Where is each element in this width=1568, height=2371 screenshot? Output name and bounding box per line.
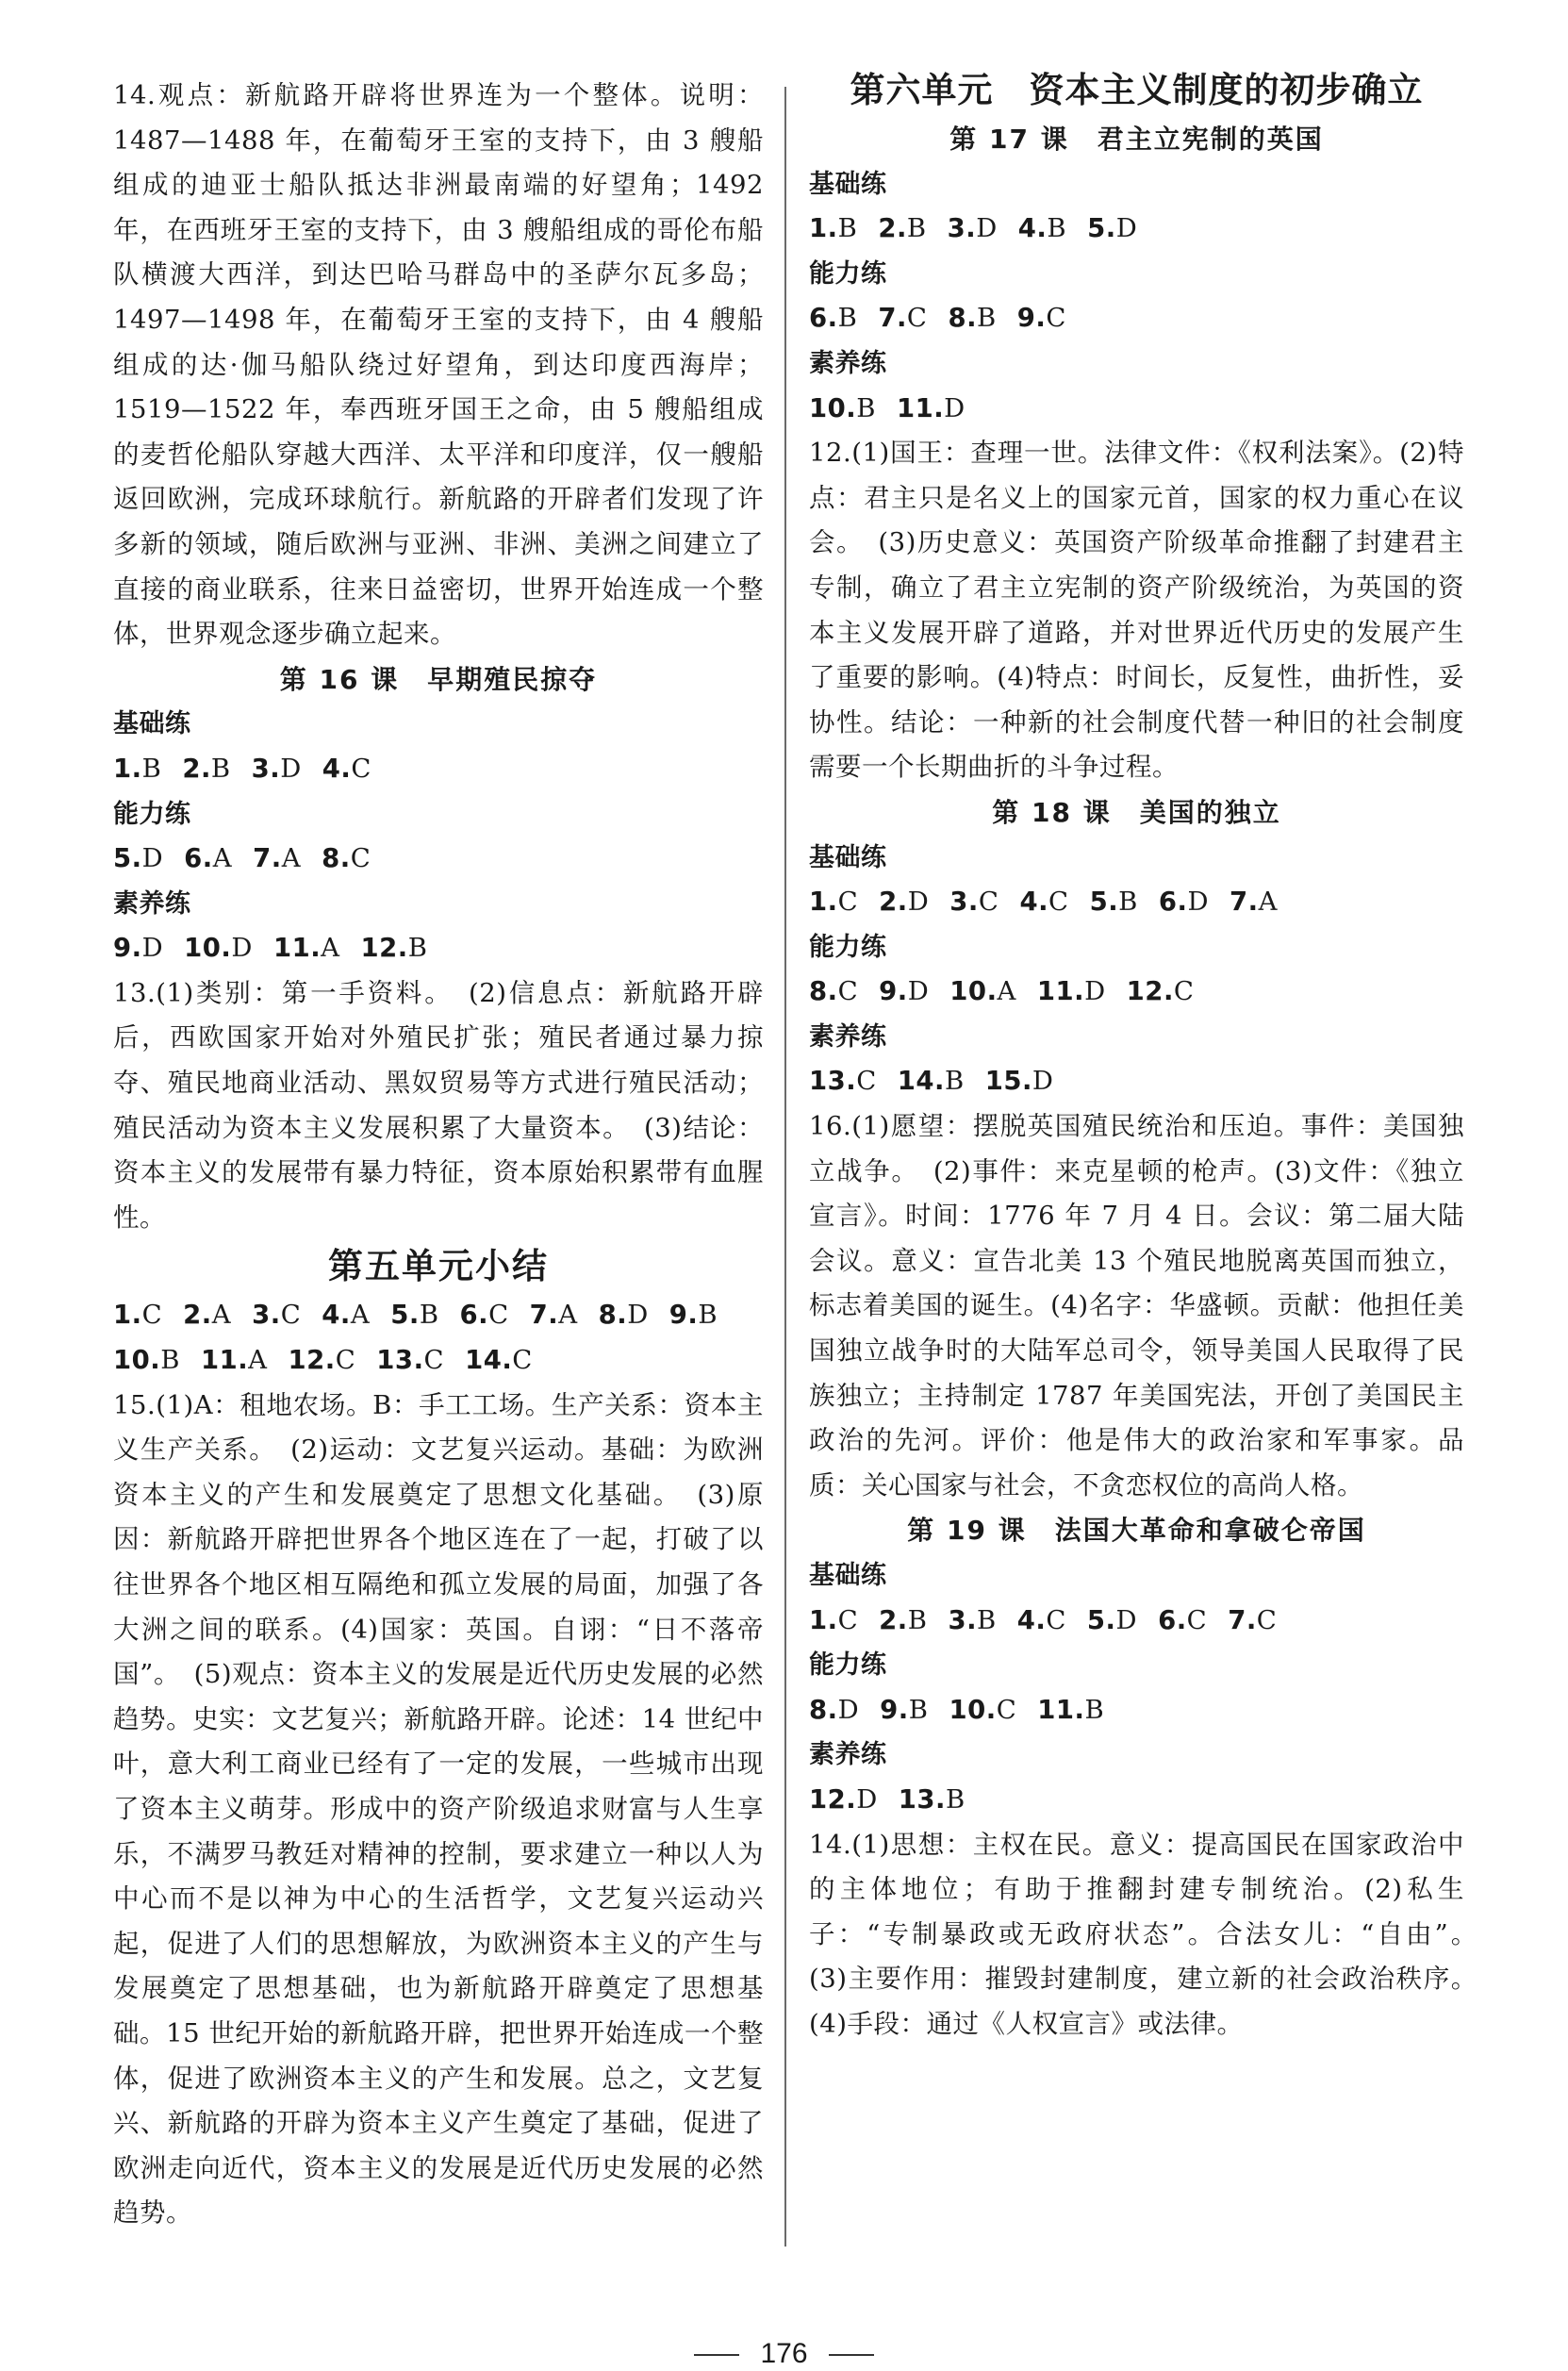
answer-item: 2.B <box>182 753 231 784</box>
answer-item: 8.D <box>809 1694 860 1725</box>
answer-item: 6.A <box>184 843 233 874</box>
answer-item: 9.D <box>113 933 164 964</box>
answer-item: 2.D <box>879 887 930 918</box>
answer-item: 2.A <box>183 1300 232 1331</box>
answer-item: 10.D <box>184 933 253 964</box>
answer-row <box>809 296 1464 341</box>
section-label: 基础练 <box>113 709 191 739</box>
answer-row <box>809 387 1464 432</box>
answer-item: 3.D <box>947 213 998 244</box>
unit-5-q15-answer: 15.(1)A：租地农场。B：手工工场。生产关系：资本主义生产关系。 (2)运动：文艺复兴运动。基础：为欧洲资本主义的产生和发展奠定了思想文化基础。 (3)原因：新航路开辟把世界各个地区连在了一起，打破了以往世界各个地区相互隔绝和孤立发展的局面，加强了各大洲之间的联系。(4)国家：英国。自诩：“日不落帝国”。 (5)观点：资本主义的发展是近代历史发展的必然趋势。史实：文艺复兴；新航路开辟。论述：14 世纪中叶，意大利工商业已经有了一定的发展，一些城市出现了资本主义萌芽。形成中的资产阶级追求财富与人生享乐，不满罗马教廷对精神的控制，要求建立一种以人为中心而不是以神为中心的生活哲学，文艺复兴运动兴起，促进了人们的思想解放，为欧洲资本主义的产生与发展奠定了思想基础，也为新航路开辟奠定了思想基础。15 世纪开始的新航路开辟，把世界开始连成一个整体，促进了欧洲资本主义的产生和发展。总之，文艺复兴、新航路的开辟为资本主义产生奠定了基础，促进了欧洲走向近代，资本主义的发展是近代历史发展的必然趋势。 <box>113 1389 764 2229</box>
answer-item: 9.D <box>879 976 930 1007</box>
answer-item: 1.C <box>809 887 859 918</box>
lesson-17-q12-answer: 12.(1)国王：查理一世。法律文件：《权利法案》。(2)特点：君主只是名义上的国家元首，国家的权力重心在议会。 (3)历史意义：英国资产阶级革命推翻了封建君主专制，确立了君主立宪制的资产阶级统治，为英国的资本主义发展开辟了道路，并对世界近代历史的发展产生了重要的影响。(4)特点：时间长，反复性，曲折性，妥协性。结论：一种新的社会制度代替一种旧的社会制度需要一个长期曲折的斗争过程。 <box>809 438 1464 783</box>
answer-item: 4.C <box>1019 887 1069 918</box>
answer-item: 10.A <box>949 976 1016 1007</box>
lesson-18-q16-answer: 16.(1)愿望：摆脱英国殖民统治和压迫。事件：美国独立战争。 (2)事件：来克星顿的枪声。(3)文件：《独立宣言》。时间：1776 年 7 月 4 日。会议：第二届大陆会议。意义：宣告北美 13 个殖民地脱离英国而独立，标志着美国的诞生。(4)名字：华盛顿。贡献：他担任美国独立战争时的大陆军总司令，领导美国人民取得了民族独立；主持制定 1787 年美国宪法，开创了美国民主政治的先河。评价：他是伟大的政治家和军事家。品质：关心国家与社会，不贪恋权位的高尚人格。 <box>809 1111 1464 1501</box>
answer-item: 6.C <box>1158 1604 1208 1635</box>
answer-row <box>809 880 1464 925</box>
answer-item: 10.B <box>113 1345 180 1376</box>
answer-item: 13.C <box>376 1345 445 1376</box>
answer-item: 14.B <box>897 1066 965 1097</box>
section-label: 能力练 <box>809 1650 887 1681</box>
answer-item: 9.C <box>1016 303 1066 334</box>
answer-item: 7.A <box>1230 887 1279 918</box>
section-label: 基础练 <box>809 842 887 872</box>
page-number <box>0 2337 1568 2371</box>
answer-item: 7.C <box>1228 1604 1278 1635</box>
answer-item: 11.A <box>200 1345 268 1376</box>
answer-item: 3.C <box>252 1300 302 1331</box>
answer-item: 8.C <box>809 976 859 1007</box>
answer-item: 5.D <box>1086 1604 1138 1635</box>
unit-5-summary-title: 第五单元小结 <box>328 1246 549 1287</box>
answer-item: 7.C <box>878 303 928 334</box>
section-label: 能力练 <box>809 932 887 962</box>
answer-item: 6.C <box>459 1300 509 1331</box>
answer-item: 12.D <box>809 1783 878 1815</box>
answer-row <box>809 207 1464 252</box>
answer-row <box>809 970 1464 1015</box>
answer-item: 12.B <box>360 933 428 964</box>
answer-item: 8.D <box>598 1300 649 1331</box>
answer-item: 9.B <box>668 1300 718 1331</box>
answer-row <box>113 1338 764 1384</box>
unit-6-title: 第六单元 资本主义制度的初步确立 <box>850 70 1424 110</box>
section-label: 素养练 <box>809 1021 887 1052</box>
answer-item: 5.B <box>390 1300 439 1331</box>
section-label: 能力练 <box>809 258 887 289</box>
answer-row <box>113 926 764 971</box>
page-number-dash-left <box>694 2354 739 2356</box>
answer-item: 1.C <box>809 1604 859 1635</box>
answer-item: 11.D <box>896 392 966 423</box>
lesson-18-title: 第 18 课 美国的独立 <box>992 796 1281 828</box>
lesson-19-title: 第 19 课 法国大革命和拿破仑帝国 <box>907 1515 1366 1547</box>
answer-item: 8.C <box>322 843 371 874</box>
section-label: 素养练 <box>809 348 887 378</box>
left-column <box>113 74 764 2236</box>
answer-item: 7.A <box>253 843 302 874</box>
section-label: 素养练 <box>809 1740 887 1770</box>
page-number-dash-right <box>829 2354 874 2356</box>
answer-item: 8.B <box>948 303 997 334</box>
answer-item: 11.A <box>272 933 340 964</box>
answer-item: 3.B <box>948 1604 997 1635</box>
unit5-q14-answer: 14.观点：新航路开辟将世界连为一个整体。说明：1487—1488 年，在葡萄牙王室的支持下，由 3 艘船组成的迪亚士船队抵达非洲最南端的好望角；1492 年，在西班牙王室的支持下，由 3 艘船组成的哥伦布船队横渡大西洋，到达巴哈马群岛中的圣萨尔瓦多岛；1497—1498 年，在葡萄牙王室的支持下，由 4 艘船组成的达·伽马船队绕过好望角，到达印度西海岸；1519—1522 年，奉西班牙国王之命，由 5 艘船组成的麦哲伦船队穿越大西洋、太平洋和印度洋，仅一艘船返回欧洲，完成环球航行。新航路的开辟者们发现了许多新的领域，随后欧洲与亚洲、非洲、美洲之间建立了直接的商业联系，往来日益密切，世界开始连成一个整体，世界观念逐步确立起来。 <box>113 80 764 650</box>
answer-item: 10.B <box>809 392 876 423</box>
section-label: 素养练 <box>113 888 191 919</box>
answer-item: 12.C <box>1126 976 1195 1007</box>
answer-item: 4.A <box>322 1300 371 1331</box>
answer-item: 15.D <box>984 1066 1054 1097</box>
lesson-19-q14-answer: 14.(1)思想：主权在民。意义：提高国民在国家政治中的主体地位；有助于推翻封建专制统治。(2)私生子：“专制暴政或无政府状态”。合法女儿：“自由”。 (3)主要作用：摧毁封建制度，建立新的社会政治秩序。 (4)手段：通过《人权宣言》或法律。 <box>809 1829 1491 2039</box>
answer-item: 5.D <box>113 843 164 874</box>
answer-item: 3.C <box>949 887 999 918</box>
answer-item: 5.B <box>1089 887 1138 918</box>
right-column <box>809 70 1491 2048</box>
column-divider <box>784 87 786 2247</box>
answer-item: 1.B <box>113 753 162 784</box>
answer-row <box>809 1688 1464 1733</box>
answer-item: 4.B <box>1017 213 1067 244</box>
answer-item: 12.C <box>288 1345 356 1376</box>
section-label: 基础练 <box>809 1561 887 1590</box>
answer-row <box>113 837 764 882</box>
answer-item: 6.D <box>1158 887 1210 918</box>
answer-item: 4.C <box>322 753 371 784</box>
answer-item: 11.B <box>1037 1694 1105 1725</box>
answer-item: 6.B <box>809 303 858 334</box>
section-label: 能力练 <box>113 799 191 829</box>
answer-item: 13.C <box>809 1066 877 1097</box>
page-number-text: 176 <box>760 2338 808 2369</box>
answer-row <box>809 1599 1464 1644</box>
answer-row <box>809 1059 1464 1104</box>
answer-item: 2.B <box>878 213 927 244</box>
answer-item: 2.B <box>879 1604 928 1635</box>
answer-item: 4.C <box>1016 1604 1066 1635</box>
answer-item: 11.D <box>1036 976 1106 1007</box>
answer-item: 7.A <box>529 1300 578 1331</box>
answer-item: 5.D <box>1087 213 1138 244</box>
lesson-17-title: 第 17 课 君主立宪制的英国 <box>949 124 1324 155</box>
answer-item: 1.C <box>113 1300 163 1331</box>
lesson-16-title: 第 16 课 早期殖民掠夺 <box>279 663 598 695</box>
answer-item: 13.B <box>898 1783 966 1815</box>
answer-row <box>809 1778 1464 1823</box>
answer-item: 3.D <box>251 753 302 784</box>
answer-item: 10.C <box>949 1694 1017 1725</box>
answer-item: 14.C <box>465 1345 533 1376</box>
answer-row <box>113 1293 764 1338</box>
section-label: 基础练 <box>809 169 887 199</box>
answer-row <box>113 747 764 792</box>
answer-item: 9.B <box>880 1694 929 1725</box>
answer-item: 1.B <box>809 213 858 244</box>
lesson-16-q13-answer: 13.(1)类别：第一手资料。 (2)信息点：新航路开辟后，西欧国家开始对外殖民扩张；殖民者通过暴力掠夺、殖民地商业活动、黑奴贸易等方式进行殖民活动；殖民活动为资本主义发展积累了大量资本。 (3)结论：资本主义的发展带有暴力特征，资本原始积累带有血腥性。 <box>113 977 764 1233</box>
